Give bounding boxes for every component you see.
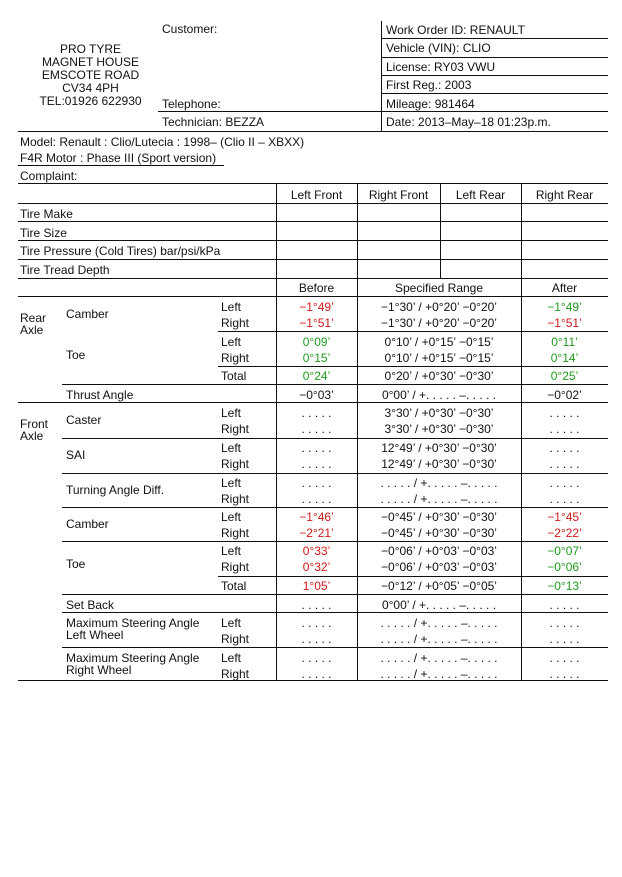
rear-toe-left-range: 0°10’ / +0°15’ −0°15’ <box>384 335 494 349</box>
thrust-angle-range: 0°00’ / +. . . . . –. . . . . <box>381 388 497 402</box>
front-toe-right-before: 0°32’ <box>302 560 331 574</box>
max-right-left-after: . . . . . <box>549 651 580 665</box>
tire-header-left-rear: Left Rear <box>455 188 506 202</box>
work-order-id: Work Order ID: RENAULT <box>386 23 525 37</box>
header-specified-range: Specified Range <box>394 281 484 295</box>
tire-make-label: Tire Make <box>20 207 73 221</box>
thrust-angle-label: Thrust Angle <box>66 388 134 402</box>
caster-right-range: 3°30’ / +0°30’ −0°30’ <box>384 422 494 436</box>
rear-camber-right-before: −1°51’ <box>299 316 334 330</box>
side-label: Left <box>221 476 242 490</box>
rear-camber-left-before: −1°49’ <box>299 300 334 314</box>
side-label: Right <box>221 667 250 681</box>
customer-label: Customer: <box>162 22 218 36</box>
rear-toe-left-before: 0°09’ <box>302 335 331 349</box>
tire-header-left-front: Left Front <box>290 188 343 202</box>
side-label: Left <box>221 441 242 455</box>
model-line: Model: Renault : Clio/Lutecia : 1998– (Clio II – XBXX) <box>20 135 305 149</box>
license-plate: License: RY03 VWU <box>386 60 496 74</box>
shop-address-line: EMSCOTE ROAD <box>41 68 140 82</box>
tire-header-right-front: Right Front <box>368 188 429 202</box>
caster-left-range: 3°30’ / +0°30’ −0°30’ <box>384 406 494 420</box>
side-label: Right <box>221 422 250 436</box>
max-right-right-after: . . . . . <box>549 667 580 681</box>
date-time: Date: 2013–May–18 01:23p.m. <box>386 115 551 129</box>
max-left-left-after: . . . . . <box>549 616 580 630</box>
sai-left-after: . . . . . <box>549 441 580 455</box>
front-toe-right-range: −0°06’ / +0°03’ −0°03’ <box>381 560 497 574</box>
side-label: Total <box>221 369 247 383</box>
turning-right-range: . . . . . / +. . . . . –. . . . . <box>380 492 498 506</box>
side-label: Right <box>221 351 250 365</box>
max-steering-left-label: Maximum Steering Angle <box>66 616 200 630</box>
telephone-label: Telephone: <box>162 97 221 111</box>
vehicle-vin: Vehicle (VIN): CLIO <box>386 41 491 55</box>
rear-toe-right-range: 0°10’ / +0°15’ −0°15’ <box>384 351 494 365</box>
turning-right-after: . . . . . <box>549 492 580 506</box>
sai-right-range: 12°49’ / +0°30’ −0°30’ <box>381 457 497 471</box>
tire-size-label: Tire Size <box>20 226 67 240</box>
rear-toe-right-before: 0°15’ <box>302 351 331 365</box>
thrust-angle-before: −0°03’ <box>299 388 334 402</box>
front-camber-label: Camber <box>66 517 109 531</box>
front-toe-label: Toe <box>66 557 86 571</box>
tire-tread-label: Tire Tread Depth <box>20 263 110 277</box>
shop-telephone: TEL:01926 622930 <box>39 94 142 108</box>
front-toe-total-after: −0°13’ <box>547 579 582 593</box>
set-back-before: . . . . . <box>301 598 332 612</box>
turning-right-before: . . . . . <box>301 492 332 506</box>
set-back-after: . . . . . <box>549 598 580 612</box>
front-toe-left-before: 0°33’ <box>302 544 331 558</box>
front-axle-label: Front <box>20 417 49 431</box>
front-toe-left-after: −0°07’ <box>547 544 582 558</box>
rear-toe-left-after: 0°11’ <box>551 335 578 349</box>
caster-right-after: . . . . . <box>549 422 580 436</box>
side-label: Right <box>221 560 250 574</box>
rear-toe-total-before: 0°24’ <box>302 369 331 383</box>
side-label: Left <box>221 651 242 665</box>
shop-address-line: MAGNET HOUSE <box>41 55 140 69</box>
set-back-range: 0°00’ / +. . . . . –. . . . . <box>381 598 497 612</box>
caster-label: Caster <box>66 413 102 427</box>
front-camber-left-range: −0°45’ / +0°30’ −0°30’ <box>381 510 497 524</box>
max-left-right-after: . . . . . <box>549 632 580 646</box>
max-steering-right-label: Right Wheel <box>66 663 132 677</box>
caster-left-after: . . . . . <box>549 406 580 420</box>
max-left-left-range: . . . . . / +. . . . . –. . . . . <box>380 616 498 630</box>
technician-field: Technician: BEZZA <box>162 115 265 129</box>
shop-name: PRO TYRE <box>59 42 122 56</box>
header-before: Before <box>298 281 335 295</box>
side-label: Left <box>221 406 242 420</box>
side-label: Right <box>221 632 250 646</box>
front-camber-right-after: −2°22’ <box>547 526 582 540</box>
front-toe-total-before: 1°05’ <box>302 579 331 593</box>
side-label: Left <box>221 335 242 349</box>
rear-toe-total-after: 0°25’ <box>550 369 579 383</box>
complaint-label: Complaint: <box>20 169 78 183</box>
side-label: Left <box>221 300 242 314</box>
front-axle-label: Axle <box>20 429 44 443</box>
max-right-left-before: . . . . . <box>301 651 332 665</box>
rear-axle-label: Axle <box>20 323 44 337</box>
shop-postcode: CV34 4PH <box>62 81 119 95</box>
side-label: Right <box>221 457 250 471</box>
rear-camber-label: Camber <box>66 307 109 321</box>
side-label: Total <box>221 579 247 593</box>
sai-label: SAI <box>66 448 86 462</box>
max-left-left-before: . . . . . <box>301 616 332 630</box>
motor-line: F4R Motor : Phase III (Sport version) <box>20 151 217 165</box>
set-back-label: Set Back <box>66 598 115 612</box>
side-label: Right <box>221 316 250 330</box>
front-toe-total-range: −0°12’ / +0°05’ −0°05’ <box>381 579 497 593</box>
front-camber-left-after: −1°45’ <box>547 510 582 524</box>
rear-toe-right-after: 0°14’ <box>550 351 579 365</box>
sai-right-before: . . . . . <box>301 457 332 471</box>
front-camber-right-range: −0°45’ / +0°30’ −0°30’ <box>381 526 497 540</box>
header-after: After <box>551 281 578 295</box>
front-camber-right-before: −2°21’ <box>299 526 334 540</box>
turning-angle-label: Turning Angle Diff. <box>66 483 165 497</box>
rear-axle-label: Rear <box>20 311 47 325</box>
front-toe-left-range: −0°06’ / +0°03’ −0°03’ <box>381 544 497 558</box>
side-label: Left <box>221 510 242 524</box>
turning-left-range: . . . . . / +. . . . . –. . . . . <box>380 476 498 490</box>
max-steering-left-label: Left Wheel <box>66 628 124 642</box>
tire-pressure-label: Tire Pressure (Cold Tires) bar/psi/kPa <box>20 244 221 258</box>
max-right-right-range: . . . . . / +. . . . . –. . . . . <box>380 667 498 681</box>
side-label: Left <box>221 616 242 630</box>
caster-right-before: . . . . . <box>301 422 332 436</box>
rear-camber-right-range: −1°30’ / +0°20’ −0°20’ <box>381 316 497 330</box>
side-label: Left <box>221 544 242 558</box>
sai-left-range: 12°49’ / +0°30’ −0°30’ <box>381 441 497 455</box>
rear-camber-left-range: −1°30’ / +0°20’ −0°20’ <box>381 300 497 314</box>
tire-header-right-rear: Right Rear <box>535 188 594 202</box>
thrust-angle-after: −0°02’ <box>547 388 582 402</box>
turning-left-before: . . . . . <box>301 476 332 490</box>
rear-toe-label: Toe <box>66 348 86 362</box>
side-label: Right <box>221 526 250 540</box>
side-label: Right <box>221 492 250 506</box>
front-toe-right-after: −0°06’ <box>547 560 582 574</box>
max-steering-right-label: Maximum Steering Angle <box>66 651 200 665</box>
sai-left-before: . . . . . <box>301 441 332 455</box>
first-registration: First Reg.: 2003 <box>386 78 472 92</box>
rear-camber-left-after: −1°49’ <box>547 300 582 314</box>
max-left-right-before: . . . . . <box>301 632 332 646</box>
max-right-left-range: . . . . . / +. . . . . –. . . . . <box>380 651 498 665</box>
rear-camber-right-after: −1°51’ <box>547 316 582 330</box>
max-right-right-before: . . . . . <box>301 667 332 681</box>
max-left-right-range: . . . . . / +. . . . . –. . . . . <box>380 632 498 646</box>
turning-left-after: . . . . . <box>549 476 580 490</box>
caster-left-before: . . . . . <box>301 406 332 420</box>
rear-toe-total-range: 0°20’ / +0°30’ −0°30’ <box>384 369 494 383</box>
mileage: Mileage: 981464 <box>386 97 475 111</box>
sai-right-after: . . . . . <box>549 457 580 471</box>
front-camber-left-before: −1°46’ <box>299 510 334 524</box>
